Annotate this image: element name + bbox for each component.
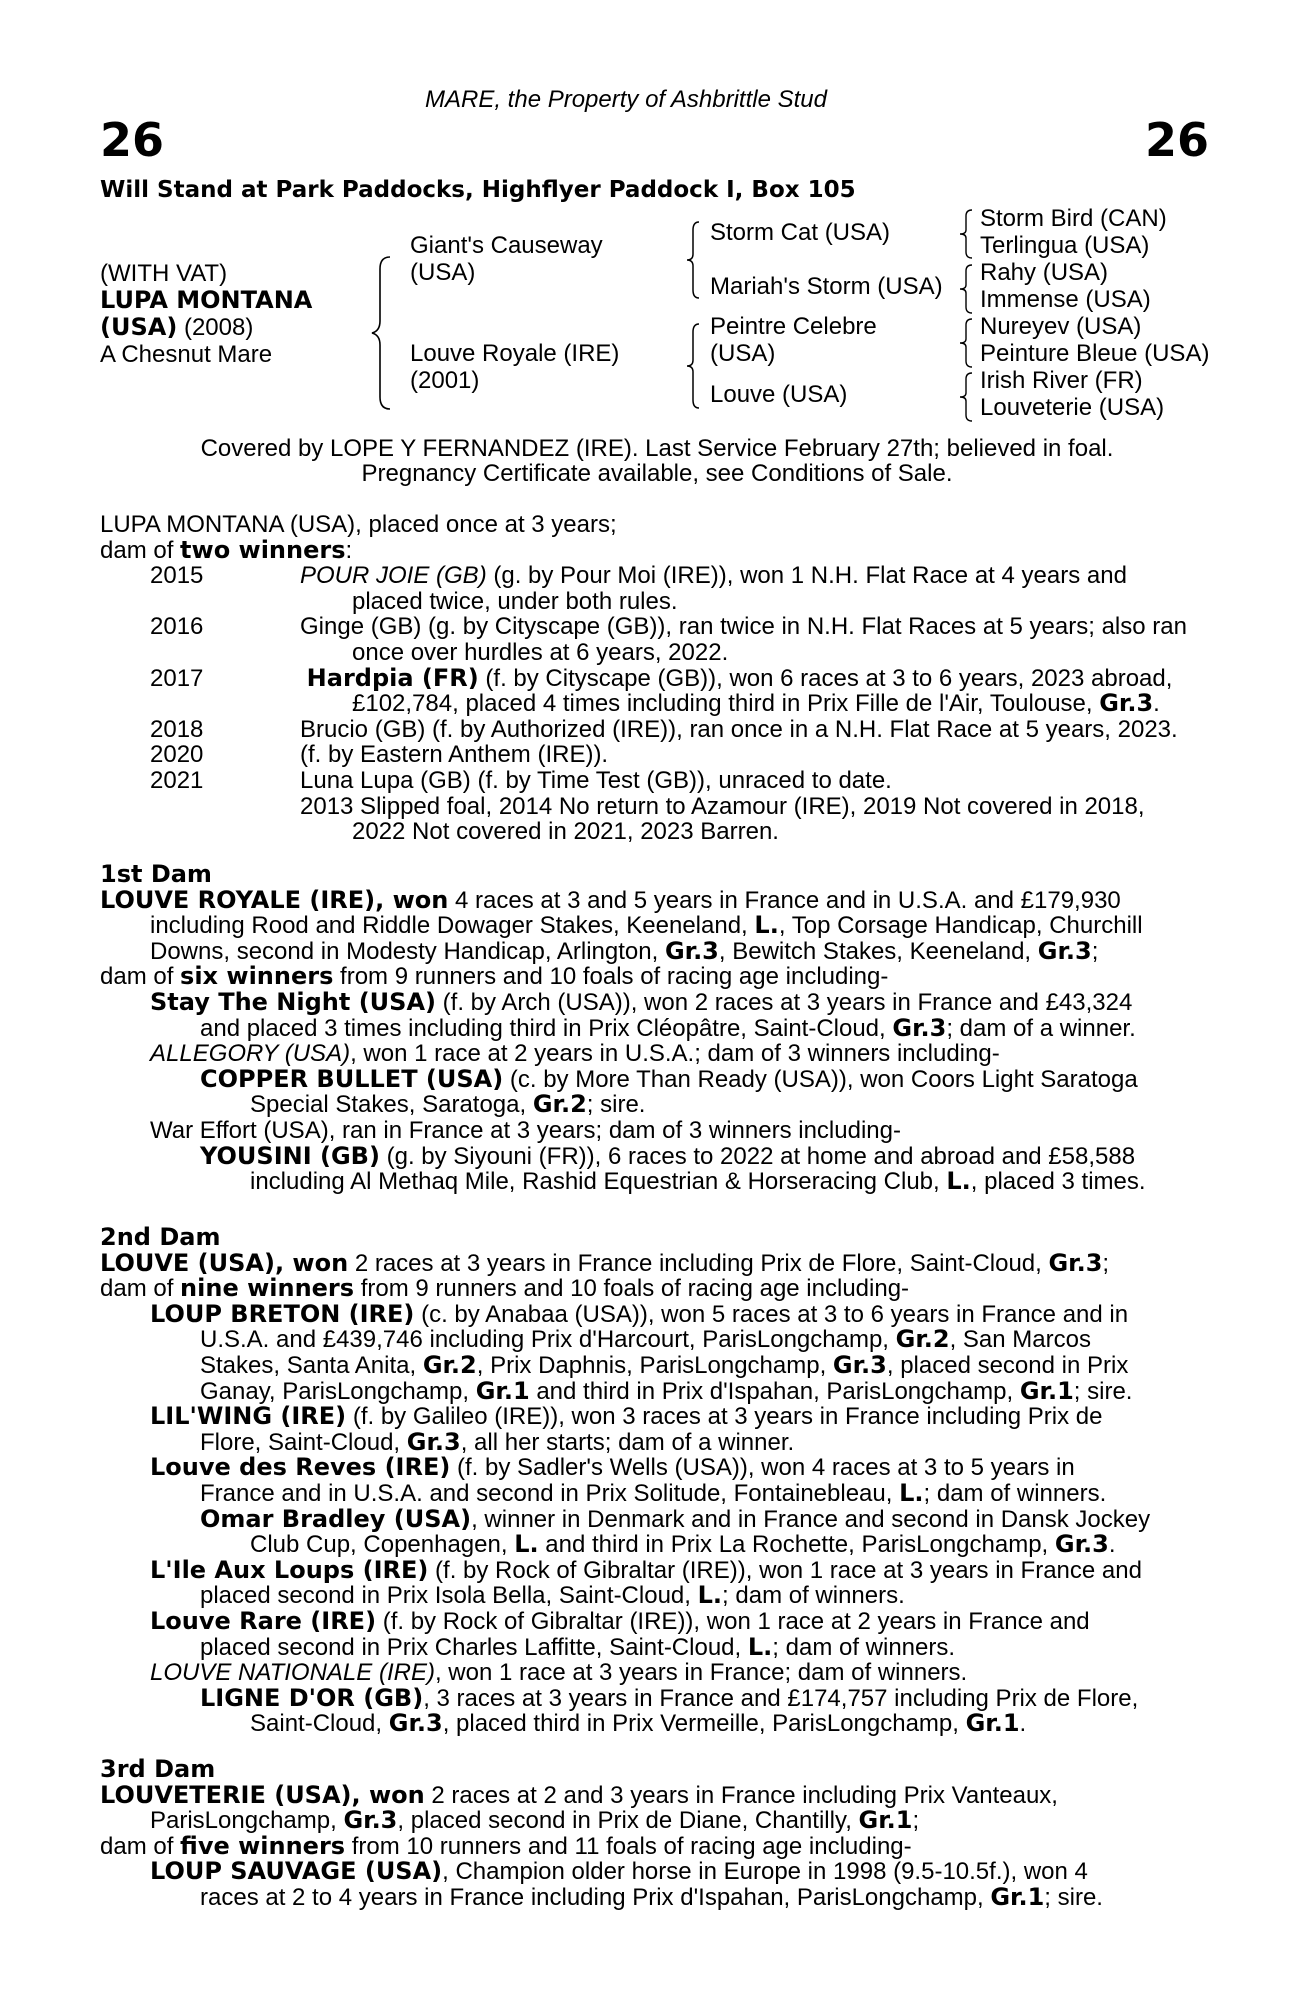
second-dam-entry-d: Omar Bradley (USA), winner in Denmark and in France and second in Dansk Jockey	[200, 1504, 1151, 1533]
second-dam-entry-f: Louve Rare (IRE) (f. by Rock of Gibraltar (IRE)), won 1 race at 2 years in France and	[150, 1606, 1090, 1635]
pedigree-brace-sire	[685, 220, 705, 300]
second-dam-line-1: LOUVE (USA), won 2 races at 3 years in France including Prix de Flore, Saint-Cloud, Gr.3;	[100, 1248, 1110, 1277]
third-dam-line-2: ParisLongchamp, Gr.3, placed second in Prix de Diane, Chantilly, Gr.1;	[150, 1806, 920, 1835]
second-dam-entry-a-l3: Stakes, Santa Anita, Gr.2, Prix Daphnis, ParisLongchamp, Gr.3, placed second in Prix	[200, 1350, 1129, 1379]
ss-sire: Storm Bird (CAN)	[980, 205, 1167, 232]
first-dam-entry-1-cont: and placed 3 times including third in Prix Cléopâtre, Saint-Cloud, Gr.3; dam of a winner.	[200, 1013, 1136, 1042]
stand-location: Will Stand at Park Paddocks, Highflyer Paddock I, Box 105	[100, 177, 856, 203]
pedigree-brace-sd	[958, 263, 976, 315]
first-dam-entry-4: War Effort (USA), ran in France at 3 years; dam of 3 winners including-	[150, 1116, 901, 1144]
horse-name: LUPA MONTANA	[100, 286, 313, 314]
pedigree-brace-ds	[958, 317, 976, 369]
second-dam-entry-e-l2: placed second in Prix Isola Bella, Saint-Cloud, L.; dam of winners.	[200, 1581, 905, 1610]
second-dam-entry-b: LIL'WING (IRE) (f. by Galileo (IRE)), won 3 races at 3 years in France including Prix de	[150, 1402, 1103, 1431]
sd-dam: Immense (USA)	[980, 286, 1151, 313]
second-dam-entry-b-l2: Flore, Saint-Cloud, Gr.3, all her starts; dam of a winner.	[200, 1427, 795, 1456]
dam-sire	[710, 313, 877, 367]
lot-number-left: 26	[100, 113, 165, 167]
third-dam-line-1: LOUVETERIE (USA), won 2 races at 2 and 3 years in France including Prix Vanteaux,	[100, 1780, 1058, 1809]
produce-2015: 2015 POUR JOIE (GB) (g. by Pour Moi (IRE)), won 1 N.H. Flat Race at 4 years and placed twice, under both rules.	[150, 562, 1127, 615]
pedigree-brace-ss	[958, 208, 976, 260]
second-dam-entry-f-l2: placed second in Prix Charles Laffitte, Saint-Cloud, L.; dam of winners.	[200, 1632, 956, 1661]
first-dam-dam-of: dam of six winners from 9 runners and 10 foals of racing age including-	[100, 962, 889, 991]
produce-notes: 2013 Slipped foal, 2014 No return to Azamour (IRE), 2019 Not covered in 2018, 2022 Not covered in 2021, 2023 Barren.	[300, 792, 1145, 846]
third-dam-entry-a: LOUP SAUVAGE (USA), Champion older horse in Europe in 1998 (9.5-10.5f.), won 4	[150, 1857, 1088, 1886]
second-dam-section	[100, 1225, 1204, 1737]
property-header: MARE, the Property of Ashbrittle Stud	[425, 86, 827, 113]
first-dam-entry-5-cont: including Al Methaq Mile, Rashid Equestrian & Horseracing Club, L., placed 3 times.	[250, 1167, 1146, 1196]
third-gen	[980, 205, 1209, 421]
third-dam-dam-of: dam of five winners from 10 runners and 11 foals of racing age including-	[100, 1831, 912, 1860]
ds-dam: Peinture Bleue (USA)	[980, 340, 1210, 367]
dam-year: (2001)	[410, 367, 480, 394]
covered-line-1: Covered by LOPE Y FERNANDEZ (IRE). Last Service February 27th; believed in foal.	[200, 435, 1114, 462]
first-dam-entry-5: YOUSINI (GB) (g. by Siyouni (FR)), 6 races to 2022 at home and abroad and £58,588	[200, 1141, 1136, 1170]
first-dam-heading: 1st Dam	[100, 860, 212, 888]
dd-dam: Louveterie (USA)	[980, 394, 1165, 421]
first-dam-line-1: LOUVE ROYALE (IRE), won 4 races at 3 and 5 years in France and in U.S.A. and £179,930	[100, 885, 1121, 914]
produce-2016: 2016 Ginge (GB) (g. by Cityscape (GB)), ran twice in N.H. Flat Races at 5 years; also ran once over hurdles at 6 years, 2022.	[150, 613, 1187, 666]
mare-line: LUPA MONTANA (USA), placed once at 3 years;	[100, 511, 617, 538]
sire-sire: Storm Cat (USA)	[710, 219, 891, 246]
sire-dam: Mariah's Storm (USA)	[710, 273, 943, 300]
first-dam-entry-2: ALLEGORY (USA), won 1 race at 2 years in U.S.A.; dam of 3 winners including-	[150, 1040, 1000, 1068]
ds-sire: Nureyev (USA)	[980, 313, 1142, 340]
pedigree-brace-dd	[958, 371, 976, 423]
dd-sire: Irish River (FR)	[980, 367, 1143, 394]
produce-2020: 2020 (f. by Eastern Anthem (IRE)).	[150, 741, 609, 769]
ss-dam: Terlingua (USA)	[980, 232, 1150, 259]
second-dam-heading: 2nd Dam	[100, 1223, 221, 1251]
produce-2021: 2021 Luna Lupa (GB) (f. by Time Test (GB)), unraced to date.	[150, 766, 892, 794]
lot-number-right: 26	[1145, 113, 1210, 167]
second-dam-entry-a: LOUP BRETON (IRE) (c. by Anabaa (USA)), won 5 races at 3 to 6 years in France and in	[150, 1299, 1129, 1328]
second-dam-dam-of: dam of nine winners from 9 runners and 10 foals of racing age including-	[100, 1274, 910, 1303]
second-dam-entry-a-l4: Ganay, ParisLongchamp, Gr.1 and third in Prix d'Ispahan, ParisLongchamp, Gr.1; sire.	[200, 1376, 1133, 1405]
dam-sire-name: Peintre Celebre	[710, 313, 877, 340]
third-dam-section	[100, 1757, 1204, 1911]
produce-2017: 2017 Hardpia (FR) (f. by Cityscape (GB)), won 6 races at 3 to 6 years, 2023 abroad, £102,784, placed 4 times including third in Prix Fille de l'Air, Toulouse, Gr.3.	[150, 663, 1173, 718]
mare-dam-of: dam of two winners:	[100, 535, 353, 564]
first-dam-entry-1: Stay The Night (USA) (f. by Arch (USA)), won 2 races at 3 years in France and £43,324	[150, 987, 1133, 1016]
mare-record	[100, 512, 1204, 845]
first-dam-entry-3: COPPER BULLET (USA) (c. by More Than Ready (USA)), won Coors Light Saratoga	[200, 1064, 1138, 1093]
second-dam-entry-g: LOUVE NATIONALE (IRE), won 1 race at 3 years in France; dam of winners.	[150, 1659, 968, 1687]
second-dam-entry-c-l2: France and in U.S.A. and second in Prix Solitude, Fontainebleau, L.; dam of winners.	[200, 1478, 1107, 1507]
horse-info	[100, 260, 312, 368]
horse-description: A Chesnut Mare	[100, 341, 273, 368]
dam-dam: Louve (USA)	[710, 381, 848, 408]
first-dam-line-3: Downs, second in Modesty Handicap, Arlington, Gr.3, Bewitch Stakes, Keeneland, Gr.3;	[150, 936, 1099, 965]
covered-line-2: Pregnancy Certificate available, see Conditions of Sale.	[361, 460, 953, 487]
horse-year: (2008)	[177, 314, 254, 341]
third-dam-entry-a-l2: races at 2 to 4 years in France including Prix d'Ispahan, ParisLongchamp, Gr.1; sire.	[200, 1882, 1103, 1911]
dam-sire-country: (USA)	[710, 340, 776, 367]
second-dam-entry-h: LIGNE D'OR (GB), 3 races at 3 years in France and £174,757 including Prix de Flore,	[200, 1683, 1139, 1712]
sire-country: (USA)	[410, 259, 476, 286]
produce-2018: 2018 Brucio (GB) (f. by Authorized (IRE)), ran once in a N.H. Flat Race at 5 years, 2023.	[150, 715, 1178, 743]
second-dam-entry-a-l2: U.S.A. and £439,746 including Prix d'Harcourt, ParisLongchamp, Gr.2, San Marcos	[200, 1325, 1091, 1354]
first-dam-line-2: including Rood and Riddle Dowager Stakes, Keeneland, L., Top Corsage Handicap, Churchill	[150, 911, 1143, 940]
sd-sire: Rahy (USA)	[980, 259, 1109, 286]
pedigree-brace-dam	[685, 322, 705, 410]
first-dam-section	[100, 862, 1204, 1195]
vat-label: (WITH VAT)	[100, 260, 228, 287]
second-dam-entry-h-l2: Saint-Cloud, Gr.3, placed third in Prix Vermeille, ParisLongchamp, Gr.1.	[250, 1709, 1027, 1738]
third-dam-heading: 3rd Dam	[100, 1755, 216, 1783]
second-dam-entry-c: Louve des Reves (IRE) (f. by Sadler's Wells (USA)), won 4 races at 3 to 5 years in	[150, 1453, 1075, 1482]
second-dam-entry-e: L'Ile Aux Loups (IRE) (f. by Rock of Gibraltar (IRE)), won 1 race at 3 years in France and	[150, 1555, 1142, 1584]
sire-block	[410, 232, 603, 286]
dam-block	[410, 340, 619, 394]
pedigree-brace-main	[370, 255, 398, 410]
first-dam-entry-3-cont: Special Stakes, Saratoga, Gr.2; sire.	[250, 1090, 646, 1119]
dam-name: Louve Royale (IRE)	[410, 340, 620, 367]
second-dam-entry-d-l2: Club Cup, Copenhagen, L. and third in Prix La Rochette, ParisLongchamp, Gr.3.	[250, 1530, 1116, 1559]
sire-name: Giant's Causeway	[410, 232, 603, 259]
horse-country: (USA)	[100, 313, 178, 341]
